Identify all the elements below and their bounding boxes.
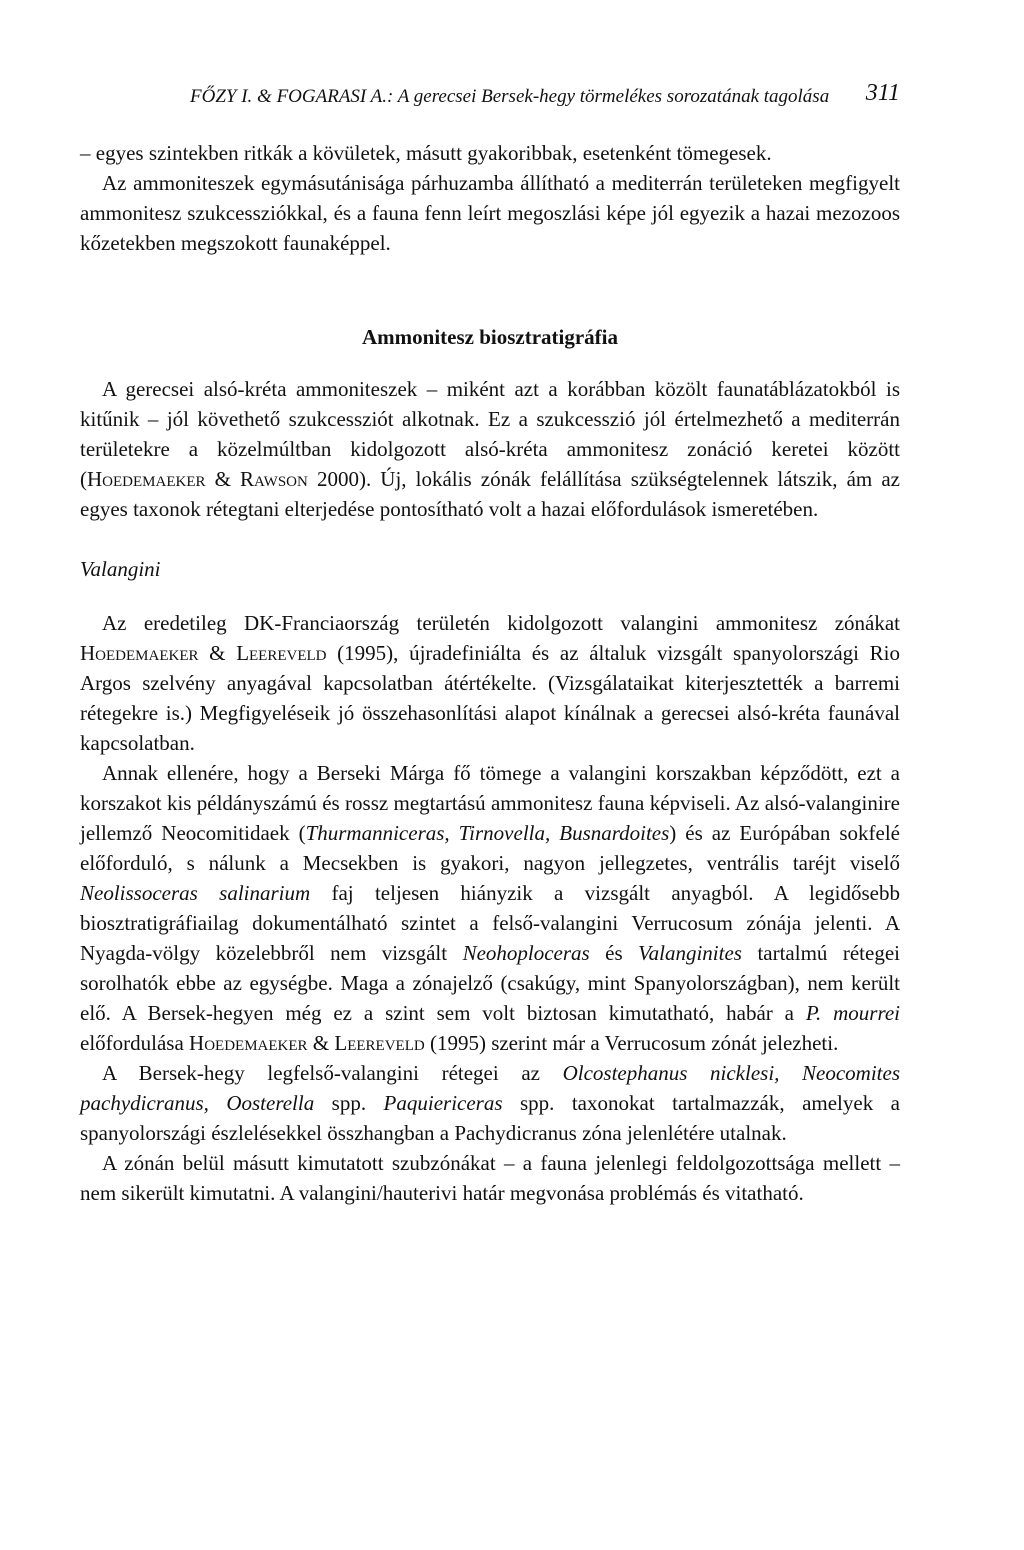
- taxon-name: Paquiericeras: [383, 1091, 503, 1115]
- running-title: FŐZY I. & FOGARASI A.: A gerecsei Bersek-hegy törmelékes sorozatának tagolása: [190, 86, 830, 107]
- page: [80, 72, 900, 1208]
- citation-author: Hoedemaeker: [80, 641, 199, 665]
- text-run: &: [307, 1031, 335, 1055]
- valangini-paragraph-3: [80, 1058, 900, 1148]
- intro-paragraph-1: – egyes szintekben ritkák a kövületek, másutt gyakoribbak, esetenként tömegesek.: [80, 141, 772, 165]
- text-run: spp. taxonokat tartalmazzák, amelyek a spanyolországi észlelésekkel összhangban a Pachydicranus zóna jelenlétére utalnak.: [80, 1091, 900, 1145]
- taxon-name: Valanginites: [638, 941, 742, 965]
- section-title: Ammonitesz biosztratigráfia: [361, 325, 619, 349]
- text-run: előfordulása: [80, 1031, 190, 1055]
- intro-paragraph-2: Az ammoniteszek egymásutánisága párhuzamba állítható a mediterrán területeken megfigyelt ammonitesz szukcessziókkal, és a fauna fenn leírt megoszlási képe jól egyezik a hazai mezozoos kőzetekben megszokott faunaképpel.: [80, 171, 900, 255]
- text-run: &: [205, 467, 241, 491]
- text-run: faj teljesen hiányzik a vizsgált anyagból. A legidősebb biosztratigráfiailag dokumentálható szintet a felső-valangini Verrucosum zónája jelenti. A Nyagda-völgy közelebbről nem vizsgált: [80, 881, 901, 965]
- running-header: [80, 72, 900, 112]
- valangini-paragraph-2: [80, 758, 900, 1058]
- text-run: Az eredetileg DK-Franciaország területén kidolgozott valangini ammonitesz zónákat: [102, 611, 900, 635]
- text-run: &: [198, 641, 237, 665]
- citation-author: Leereveld: [334, 1031, 425, 1055]
- taxon-name: Neolissoceras salinarium: [80, 881, 311, 905]
- citation-author: Leereveld: [236, 641, 327, 665]
- text-run: tartalmú rétegei sorolhatók ebbe az egységbe. Maga a zónajelző (csakúgy, mint Spanyolországban), nem került elő. A Bersek-hegyen még ez a szint sem volt biztosan kimutatható, habár a: [80, 941, 900, 1025]
- text-run: A Bersek-hegy legfelső-valangini rétegei az: [102, 1061, 563, 1085]
- text-run: ) és az Európában sokfelé előforduló, s nálunk a Mecsekben is gyakori, nagyon jellegzetes, ventrális taréjt viselő: [80, 821, 900, 875]
- text-run: A gerecsei alsó-kréta ammoniteszek – miként azt a korábban közölt faunatáblázatokból is kitűnik – jól követhető szukcessziót alkotnak. Ez a szukcesszió jól értelmezhető a mediterrán területekre a közelmúltban kidolgozott alsó-kréta ammonitesz zonáció keretei között (: [80, 377, 900, 491]
- text-run: spp.: [314, 1091, 384, 1115]
- page-number: 311: [865, 80, 900, 106]
- subsection-title: Valangini: [80, 557, 161, 581]
- valangini-paragraph-4: A zónán belül másutt kimutatott szubzónákat – a fauna jelenlegi feldolgozottsága mellett – nem sikerült kimutatni. A valangini/hauterivi határ megvonása problémás és vitatható.: [80, 1151, 900, 1205]
- header-authors: FŐZY I. & FOGARASI A.: [190, 86, 388, 107]
- valangini-paragraph-1: [80, 608, 900, 758]
- header-title: A gerecsei Bersek-hegy törmelékes sorozatának tagolása: [397, 86, 830, 107]
- text-run: és: [589, 941, 639, 965]
- taxon-name: Thurmanniceras, Tirnovella, Busnardoites: [305, 821, 670, 845]
- taxon-name: Olcostephanus nicklesi, Neocomites pachydicranus, Oosterella: [80, 1061, 901, 1115]
- taxon-name: Neohoploceras: [462, 941, 590, 965]
- citation-author: Hoedemaeker: [87, 467, 206, 491]
- text-run: (1995) szerint már a Verrucosum zónát jelezheti.: [424, 1031, 839, 1055]
- text-run: (1995), újradefiniálta és az általuk vizsgált spanyolországi Rio Argos szelvény anyagával kapcsolatban átértékelte. (Vizsgálataikat kiterjesztették a barremi rétegekre is.) Megfigyeléseik jó összehasonlítási alapot kínálnak a gerecsei alsó-kréta faunával kapcsolatban.: [80, 641, 900, 755]
- text-run: Annak ellenére, hogy a Berseki Márga fő tömege a valangini korszakban képződött, ezt a korszakot kis példányszámú és rossz megtartású ammonitesz fauna képviseli. Az alsó-valanginire jellemző Neocomitidaek (: [80, 761, 900, 845]
- citation-author: Rawson: [240, 467, 308, 491]
- taxon-name: P. mourrei: [805, 1001, 900, 1025]
- section-paragraph-1: [80, 374, 900, 524]
- citation-author: Hoedemaeker: [189, 1031, 308, 1055]
- text-run: 2000). Új, lokális zónák felállítása szükségtelennek látszik, ám az egyes taxonok rétegtani elterjedése pontosítható volt a hazai előfordulások ismeretében.: [80, 467, 901, 521]
